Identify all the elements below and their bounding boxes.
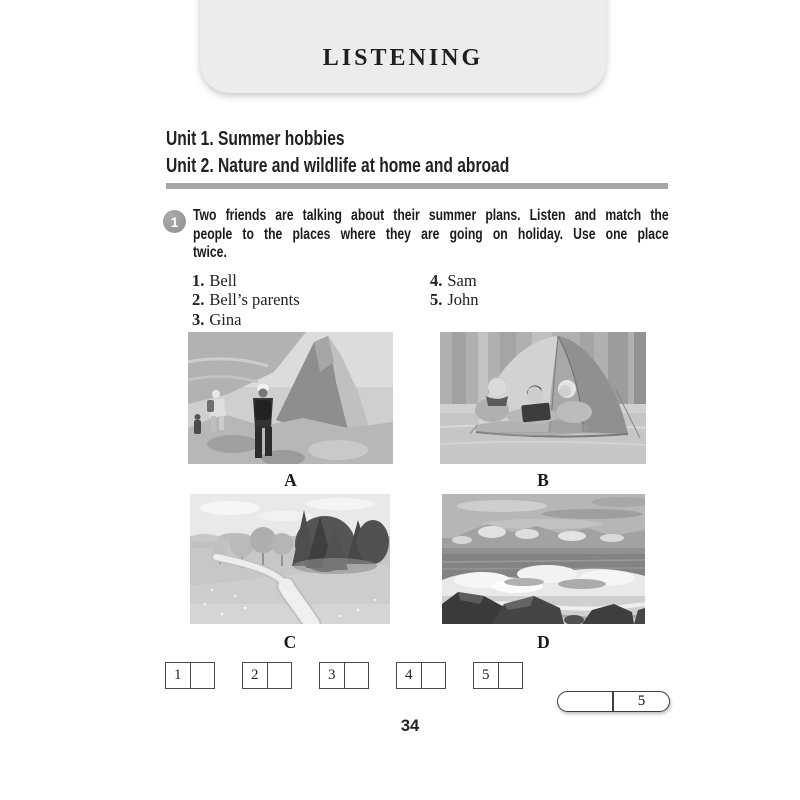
instruction-line: people to the places where they are going on holiday. Use one place [193,225,669,243]
people-list-right [430,271,479,310]
answer-input-cell-5[interactable] [499,663,523,688]
person-item [192,310,300,329]
photo-a [188,332,393,464]
answer-pair-3 [319,662,369,689]
answer-input-cell-3[interactable] [345,663,369,688]
photo-label-c: C [283,632,297,652]
exercise-number-badge [163,210,186,233]
person-item [430,290,479,309]
answer-pair-1 [165,662,215,689]
person-name: Bell’s parents [209,290,300,310]
person-number: 4. [430,271,443,290]
people-list-left [192,271,300,329]
person-number: 3. [192,309,205,329]
answer-input-cell-1[interactable] [191,663,215,688]
photo-b [440,332,646,464]
answer-number-cell: 1 [166,663,191,688]
person-number: 5. [430,290,443,310]
unit-headings [166,126,665,180]
score-max-value: 5 [637,693,646,709]
section-divider [166,183,668,189]
photo-label-d: D [537,632,550,652]
person-number: 2. [192,290,205,310]
person-name: Sam [447,271,477,290]
answer-input-cell-2[interactable] [268,663,292,688]
answer-number-cell: 4 [397,663,422,688]
person-name: John [447,290,479,310]
photo-label-b: B [537,470,549,490]
answer-number-cell: 3 [320,663,345,688]
listening-header [200,0,606,93]
person-name: Gina [209,309,242,329]
photo-d [442,494,645,624]
person-item [430,271,479,290]
answer-input-cell-4[interactable] [422,663,446,688]
unit-title-1: Unit 1. Summer hobbies [166,128,345,150]
instruction-line: twice. [193,244,227,262]
person-item [192,290,300,309]
score-input-cell[interactable] [558,692,612,711]
page-title: LISTENING [322,45,484,71]
photo-b-image [440,332,646,464]
answer-number-cell: 5 [474,663,499,688]
answer-pair-2 [242,662,292,689]
answer-pair-5 [473,662,523,689]
exercise-number: 1 [170,213,179,230]
photo-label-a: A [284,470,297,490]
unit-title-2: Unit 2. Nature and wildlife at home and abroad [166,155,510,177]
photo-c-image [190,494,390,624]
instruction-line: Two friends are talking about their summer plans. Listen and match the [193,207,669,224]
photo-c [190,494,390,624]
page-number: 34 [400,717,420,735]
score-pill [557,691,670,712]
exercise-instruction [193,207,669,263]
photo-a-image [188,332,393,464]
answer-pair-4 [396,662,446,689]
person-name: Bell [209,271,237,290]
person-number: 1. [192,271,205,290]
answer-number-cell: 2 [243,663,268,688]
photo-d-image [442,494,645,624]
person-item [192,271,300,290]
